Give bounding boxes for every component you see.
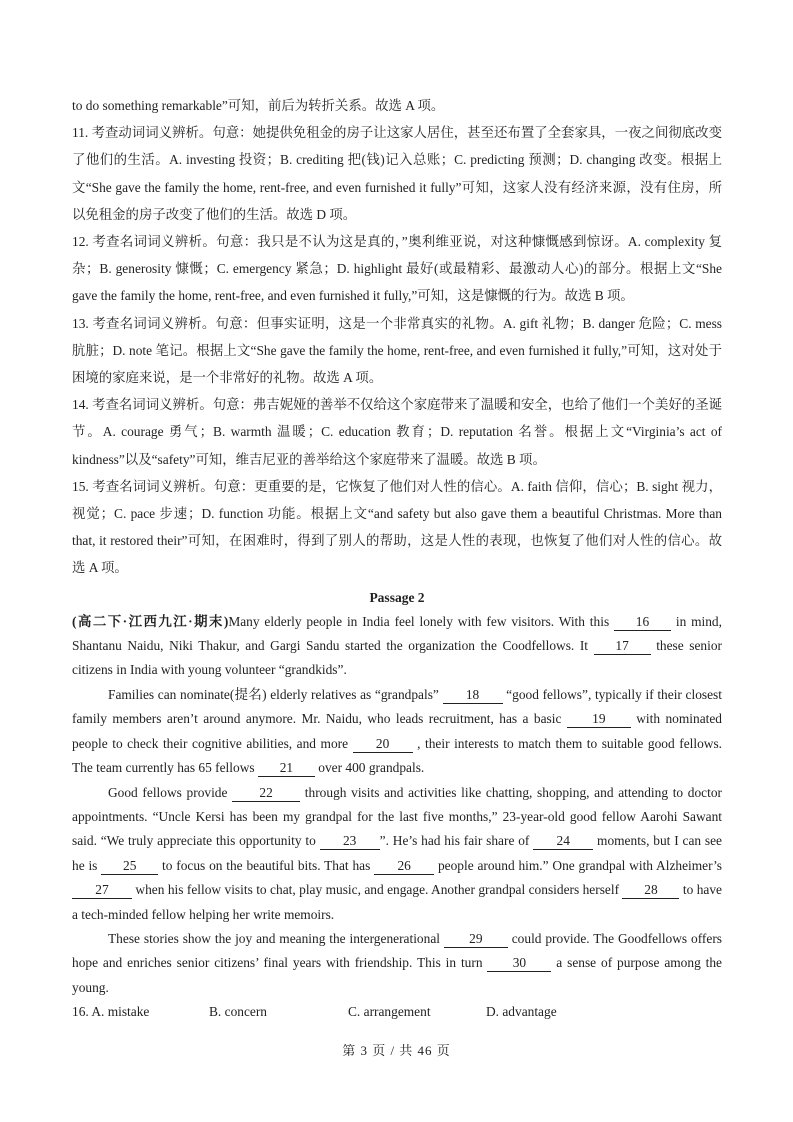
passage-text: to have a tech-minded fellow helping her write memoirs. <box>72 882 723 922</box>
explanation-11: 11. 考查动词词义辨析。句意：她提供免租金的房子让这家人居住，甚至还布置了全套家具，一夜之间彻底改变了他们的生活。A. investing 投资；B. crediting 把(钱)记入总账；C. predicting 预测；D. changing 改变。根据上文“She gave the family the home, rent-free, and even furnished it fully”可知，这家人没有经济来源，没有住房，所以免租金的房子改变了他们的生活。故选 D 项。 <box>72 125 722 222</box>
passage-text: with nominated people to check their cognitive abilities, and more <box>72 711 722 751</box>
passage-text: “good fellows”, typically if their closest family members aren’t around anymore. Mr. Naidu, who leads recruitment, has a basic <box>72 686 722 727</box>
blank-21: 21 <box>258 760 315 777</box>
blank-27: 27 <box>72 882 132 899</box>
passage-text: to focus on the beautiful bits. That has <box>158 857 375 873</box>
blank-18: 18 <box>443 687 503 704</box>
blank-20: 20 <box>353 736 413 753</box>
passage-text: in mind, Shantanu Naidu, Niki Thakur, and Gargi Sandu started the organization the Coodfellows. It <box>72 613 722 654</box>
blank-17: 17 <box>594 638 651 655</box>
blank-29: 29 <box>444 931 508 948</box>
passage-text: through visits and activities like chatting, shopping, and attending to doctor appointments. “Uncle Kersi has been my grandpal for the last five months,” 23-year-old good fellow Aarohi Sawant said. “We truly appreciate this opportunity to <box>72 784 723 849</box>
explanation-14: 14. 考查名词词义辨析。句意：弗吉妮娅的善举不仅给这个家庭带来了温暖和安全，也给了他们一个美好的圣诞节。A. courage 勇气；B. warmth 温暖；C. education 教育；D. reputation 名誉。根据上文“Virginia’s act of kindness”以及“safety”可知，维吉尼亚的善举给这个家庭带来了温暖。故选 B 项。 <box>72 397 722 467</box>
passage-paragraph-3 <box>72 781 722 927</box>
explanation-12: 12. 考查名词词义辨析。句意：我只是不认为这是真的，”奥利维亚说，对这种慷慨感到惊讶。A. complexity 复杂；B. generosity 慷慨；C. emergency 紧急；D. highlight 最好(或最精彩、最激动人心)的部分。根据上文“She gave the family the home, rent-free, and even furnished it fully,”可知，这是慷慨的行为。故选 B 项。 <box>72 234 722 304</box>
passage-text: these senior citizens in India with young volunteer “grandkids”. <box>72 638 723 678</box>
passage-text: ”. He’s had his fair share of <box>379 833 534 849</box>
passage-paragraph-2 <box>72 683 722 781</box>
blank-16: 16 <box>614 614 671 631</box>
option-16-b: B. concern <box>209 1004 268 1020</box>
blank-30: 30 <box>487 955 551 972</box>
passage-text: when his fellow visits to chat, play music, and engage. Another grandpal considers herself <box>132 882 623 898</box>
blank-26: 26 <box>374 858 434 875</box>
option-16-d: D. advantage <box>486 1004 557 1020</box>
answer-explanations <box>72 92 722 582</box>
passage-paragraph-1 <box>72 610 722 683</box>
passage-text: Families can nominate(提名) elderly relatives as “grandpals” <box>108 686 443 702</box>
blank-24: 24 <box>533 833 593 850</box>
passage-paragraph-4 <box>72 927 722 1000</box>
option-16-a: 16. A. mistake <box>72 1004 150 1020</box>
passage-title: Passage 2 <box>369 589 425 605</box>
blank-22: 22 <box>232 785 300 802</box>
blank-28: 28 <box>622 882 679 899</box>
explanation-13: 13. 考查名词词义辨析。句意：但事实证明，这是一个非常真实的礼物。A. gift 礼物；B. danger 危险；C. mess 肮脏；D. note 笔记。根据上文“She gave the family the home, rent-free, and even furnished it fully,”可知，这对处于困境的家庭来说，是一个非常好的礼物。故选 A 项。 <box>72 315 722 386</box>
document-page <box>72 92 722 1024</box>
passage-text: These stories show the joy and meaning the intergenerational <box>108 930 444 946</box>
blank-25: 25 <box>101 858 158 875</box>
passage-text: , their interests to match them to suitable good fellows. The team currently has 65 fellows <box>72 735 722 776</box>
explanation-10-tail: to do something remarkable”可知，前后为转折关系。故选 A 项。 <box>72 98 445 113</box>
passage-text: Good fellows provide <box>108 784 233 800</box>
passage-text: a sense of purpose among the young. <box>72 955 723 995</box>
passage-source: (高二下·江西九江·期末) <box>72 613 229 629</box>
blank-19: 19 <box>567 711 631 728</box>
option-16-c: C. arrangement <box>348 1004 431 1020</box>
blank-23: 23 <box>320 833 380 850</box>
page-footer: 第 3 页 / 共 46 页 <box>342 1043 451 1058</box>
passage-text: people around him.” One grandpal with Alzheimer’s <box>434 857 722 873</box>
passage-text: Many elderly people in India feel lonely with few visitors. With this <box>228 613 614 629</box>
passage-text: could provide. The Goodfellows offers hope and enriches senior citizens’ final years with friendship. This in turn <box>72 930 722 971</box>
explanation-15: 15. 考查名词词义辨析。句意：更重要的是，它恢复了他们对人性的信心。A. faith 信仰，信心；B. sight 视力，视觉；C. pace 步速；D. function 功能。根据上文“and safety but also gave them a beautiful Christmas. More than that, it restored their”可知，在困难时，得到了别人的帮助，这是人性的表现，也恢复了他们对人性的信心。故选 A 项。 <box>72 478 722 576</box>
passage-text: moments, but I can see he is <box>72 833 722 873</box>
question-16-options <box>72 1000 722 1024</box>
passage-text: over 400 grandpals. <box>314 760 425 776</box>
passage-body <box>72 610 722 1001</box>
